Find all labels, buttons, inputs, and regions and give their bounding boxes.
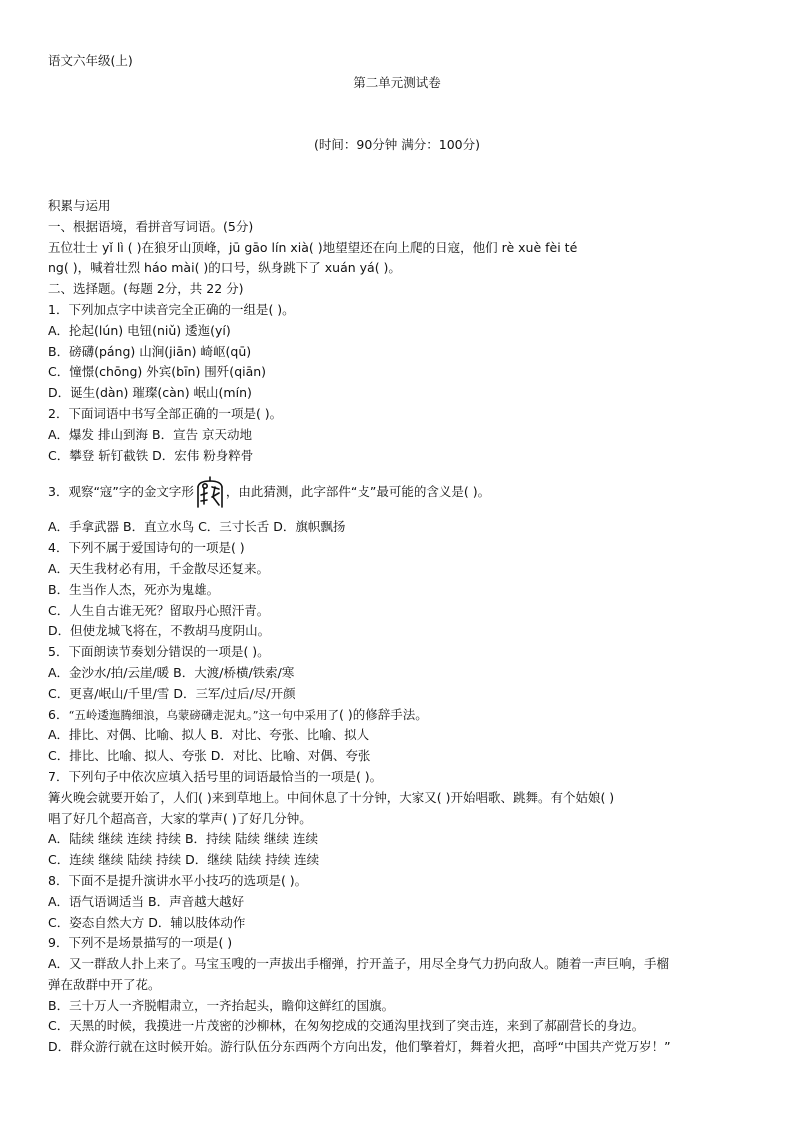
option-line: C．更喜/岷山/千里/雪 D．三军/过后/尽/开颜: [48, 685, 296, 701]
q3-text-after: ，由此猜测，此字部件“攴”最可能的含义是( )。: [225, 484, 491, 500]
option-line: D．诞生(dàn) 璀璨(càn) 岷山(mín): [48, 385, 252, 401]
grade-label: 语文六年级(上): [48, 53, 133, 68]
passage-line: 唱了好几个超高音，大家的掌声( )了好几分钟。: [48, 810, 312, 826]
option-line: D．群众游行就在这时候开始。游行队伍分东西两个方向出发，他们擎着灯，舞着火把，高呼“中国共产党万岁！”: [48, 1039, 671, 1055]
option-line: A．抡起(lún) 电钮(niǔ) 逶迤(yí): [48, 322, 231, 338]
option-line: A．排比、对偶、比喻、拟人 B．对比、夸张、比喻、拟人: [48, 727, 370, 743]
option-line: C．天黑的时候，我摸进一片茂密的沙柳林，在匆匆挖成的交通沟里找到了突击连，来到了郝副营长的身边。: [48, 1018, 645, 1034]
question-stem: 8．下面不是提升演讲水平小技巧的选项是( )。: [48, 872, 308, 888]
passage-line: 篝火晚会就要开始了，人们( )来到草地上。中间休息了十分钟，大家又( )开始唱歌、跳舞。有个姑娘( ): [48, 789, 615, 805]
page-title: 第二单元测试卷: [353, 75, 441, 90]
option-line: D．但使龙城飞将在，不教胡马度阴山。: [48, 623, 271, 639]
time-score-info: (时间：90分钟 满分：100分): [314, 137, 480, 152]
option-line: B．磅礴(páng) 山涧(jiān) 崎岖(qū): [48, 343, 252, 359]
pinyin-line: ng( )，喊着壮烈 háo mài( )的口号，纵身跳下了 xuán yá( )。: [48, 260, 401, 276]
option-line: C．姿态自然大方 D．辅以肢体动作: [48, 914, 246, 930]
section-heading: 积累与运用: [48, 198, 111, 213]
pinyin-line: 五位壮士 yǐ lì ( )在狼牙山顶峰，jū gāo lín xià( )地望望还在向上爬的日寇，他们 rè xuè fèi té: [48, 239, 578, 255]
q6-text-after: ( )的修辞手法。: [338, 706, 428, 722]
q6-number: 6．: [48, 706, 69, 722]
option-line: A．金沙水/拍/云崖/暖 B．大渡/桥横/铁索/寒: [48, 664, 295, 680]
option-line: C．攀登 斩钉截铁 D．宏伟 粉身粹骨: [48, 447, 254, 463]
option-line: B．生当作人杰，死亦为鬼雄。: [48, 581, 220, 597]
question-stem-q6: [48, 705, 760, 726]
question-stem: 4．下列不属于爱国诗句的一项是( ): [48, 540, 245, 556]
option-line: 弹在敌群中开了花。: [48, 976, 161, 992]
option-line: C．憧憬(chōng) 外宾(bīn) 围歼(qiān): [48, 364, 267, 380]
option-line: A．爆发 排山到海 B．宣告 京天动地: [48, 426, 253, 442]
option-line: A．手拿武器 B．直立水鸟 C．三寸长舌 D．旗帜飘扬: [48, 519, 346, 535]
option-line: A．语气语调适当 B．声音越大越好: [48, 893, 245, 909]
option-line: C．排比、比喻、拟人、夸张 D．对比、比喻、对偶、夸张: [48, 748, 371, 764]
question-stem: 5．下面朗读节奏划分错误的一项是( )。: [48, 644, 270, 660]
kou-jinwen-glyph-icon: [195, 475, 225, 509]
option-line: A．天生我材必有用，千金散尽还复来。: [48, 560, 270, 576]
question-heading: 一、根据语境，看拼音写词语。(5分): [48, 218, 254, 234]
question-stem: 1．下列加点字中读音完全正确的一组是( )。: [48, 301, 295, 317]
question-stem: 9．下列不是场景描写的一项是( ): [48, 935, 233, 951]
option-line: A．陆续 继续 连续 持续 B．持续 陆续 继续 连续: [48, 831, 318, 847]
option-line: A．又一群敌人扑上来了。马宝玉嗖的一声拔出手榴弹，拧开盖子，用尽全身气力扔向敌人。随着一声巨响，手榴: [48, 956, 670, 972]
option-line: C．连续 继续 陆续 持续 D．继续 陆续 持续 连续: [48, 852, 320, 868]
exam-body: [48, 196, 760, 1058]
q6-quote: “五岭逶迤腾细浪，乌蒙磅礴走泥丸。”这一句中采用了: [68, 707, 339, 722]
option-line: B．三十万人一齐脱帽肃立，一齐抬起头，瞻仰这鲜红的国旗。: [48, 997, 395, 1013]
question-stem: 7．下列句子中依次应填入括号里的词语最恰当的一项是( )。: [48, 768, 383, 784]
question-heading: 二、选择题。(每题 2分，共 22 分): [48, 281, 244, 297]
q3-text-before: 3．观察“寇”字的金文字形: [48, 484, 194, 500]
question-stem-q3: [48, 466, 760, 517]
question-stem: 2．下面词语中书写全部正确的一项是( )。: [48, 405, 283, 421]
option-line: C．人生自古谁无死？留取丹心照汗青。: [48, 602, 270, 618]
